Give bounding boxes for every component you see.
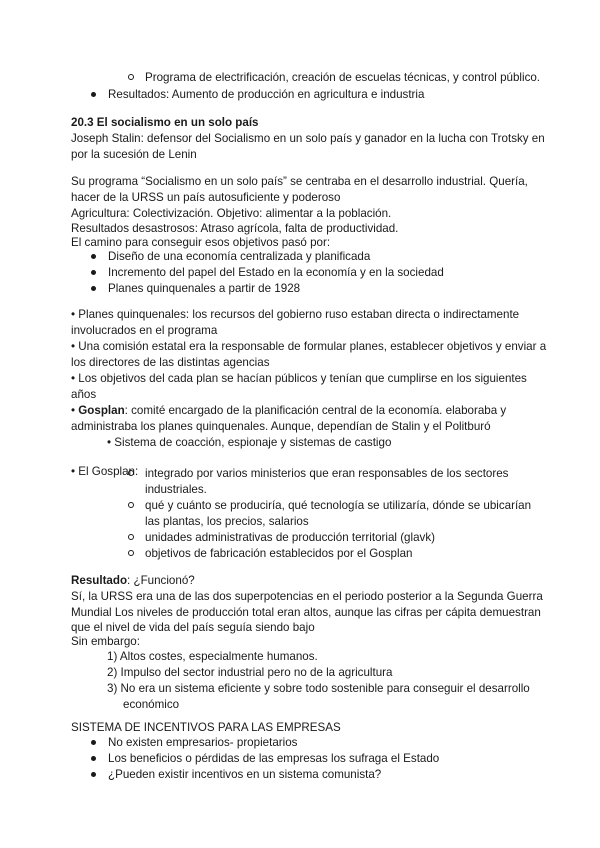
paragraph-line: los directores de las distintas agencias xyxy=(71,356,270,369)
numbered-item-cont: económico xyxy=(123,698,180,711)
result-label: Resultado xyxy=(71,574,128,587)
bullet-icon xyxy=(91,740,96,745)
numbered-item: 3) No era un sistema eficiente y sobre todo sostenible para conseguir el desarrollo xyxy=(107,682,530,695)
paragraph-line: Sí, la URSS era una de las dos superpotencias en el periodo posterior a la Segunda Guerra xyxy=(71,590,543,603)
paragraph-line: • Los objetivos del cada plan se hacían públicos y tenían que cumplirse en los siguientes xyxy=(71,372,527,385)
list-subitem: Programa de electrificación, creación de escuelas técnicas, y control público. xyxy=(145,71,541,84)
paragraph-line: Mundial Los niveles de producción total eran altos, aunque las cifras per cápita demuestran xyxy=(71,606,541,619)
list-item: Los beneficios o pérdidas de las empresas los sufraga el Estado xyxy=(108,752,440,765)
list-item: Diseño de una economía centralizada y planificada xyxy=(108,250,371,263)
bullet-icon xyxy=(91,92,96,97)
circle-bullet-icon xyxy=(128,470,134,476)
numbered-item: 1) Altos costes, especialmente humanos. xyxy=(107,650,318,663)
list-item: ¿Pueden existir incentivos en un sistema comunista? xyxy=(108,768,382,781)
paragraph-line: El camino para conseguir esos objetivos pasó por: xyxy=(71,236,331,249)
list-subitem-cont: las plantas, los precios, salarios xyxy=(145,515,309,528)
paragraph-line: administraba los planes quinquenales. Aunque, dependían de Stalin y el Politburó xyxy=(71,420,491,433)
result-question: : ¿Funcionó? xyxy=(127,574,195,587)
paragraph-line: involucrados en el programa xyxy=(71,324,218,337)
paragraph-line: Agricultura: Colectivización. Objetivo: alimentar a la población. xyxy=(71,207,392,220)
paragraph-line: Su programa “Socialismo en un solo país” se centraba en el desarrollo industrial. Quería, xyxy=(71,175,528,188)
gosplan-definition: : comité encargado de la planificación central de la economía. elaboraba y xyxy=(124,404,507,417)
paragraph-line: Joseph Stalin: defensor del Socialismo en un solo país y ganador en la lucha con Trotsky en xyxy=(71,132,545,145)
bullet-icon xyxy=(91,254,96,259)
paragraph-line: por la sucesión de Lenin xyxy=(71,148,197,161)
bullet-icon xyxy=(91,772,96,777)
list-item: No existen empresarios- propietarios xyxy=(108,736,298,749)
paragraph-line xyxy=(71,573,195,589)
paragraph-line: • Una comisión estatal era la responsable de formular planes, establecer objetivos y enviar a xyxy=(71,340,547,353)
list-item: Incremento del papel del Estado en la economía y en la sociedad xyxy=(108,266,444,279)
circle-bullet-icon xyxy=(128,534,134,540)
bullet-prefix: • xyxy=(71,404,79,417)
circle-bullet-icon xyxy=(128,502,134,508)
paragraph-line: hacer de la URSS un país autosuficiente y poderoso xyxy=(71,191,341,204)
list-subitem: qué y cuánto se produciría, qué tecnología se utilizaría, dónde se ubicarían xyxy=(145,499,532,512)
list-item: Planes quinquenales a partir de 1928 xyxy=(108,282,301,295)
list-subitem: unidades administrativas de producción territorial (glavk) xyxy=(145,531,435,544)
section-heading: 20.3 El socialismo en un solo país xyxy=(71,116,259,129)
paragraph-line: Resultados desastrosos: Atraso agrícola, falta de productividad. xyxy=(71,222,399,235)
paragraph-line: Sin embargo: xyxy=(71,635,140,648)
bullet-icon xyxy=(91,756,96,761)
list-subitem: objetivos de fabricación establecidos por el Gosplan xyxy=(145,547,413,560)
numbered-item: 2) Impulso del sector industrial pero no de la agricultura xyxy=(107,666,393,679)
list-subitem: integrado por varios ministerios que eran responsables de los sectores xyxy=(145,467,509,480)
bullet-icon xyxy=(91,286,96,291)
paragraph-line: • Sistema de coacción, espionaje y sistemas de castigo xyxy=(107,436,392,449)
gosplan-term: Gosplan xyxy=(78,404,125,417)
bullet-icon xyxy=(91,270,96,275)
paragraph-line: • El Gosplan: xyxy=(71,465,139,478)
section-heading: SISTEMA DE INCENTIVOS PARA LAS EMPRESAS xyxy=(71,721,341,734)
paragraph-line xyxy=(71,403,506,419)
paragraph-line: años xyxy=(71,388,97,401)
list-subitem-cont: industriales. xyxy=(145,483,207,496)
circle-bullet-icon xyxy=(128,550,134,556)
list-item: Resultados: Aumento de producción en agricultura e industria xyxy=(108,88,425,101)
circle-bullet-icon xyxy=(128,74,134,80)
paragraph-line: que el nivel de vida del país seguía siendo bajo xyxy=(71,621,315,634)
paragraph-line: • Planes quinquenales: los recursos del gobierno ruso estaban directa o indirectamente xyxy=(71,308,520,321)
